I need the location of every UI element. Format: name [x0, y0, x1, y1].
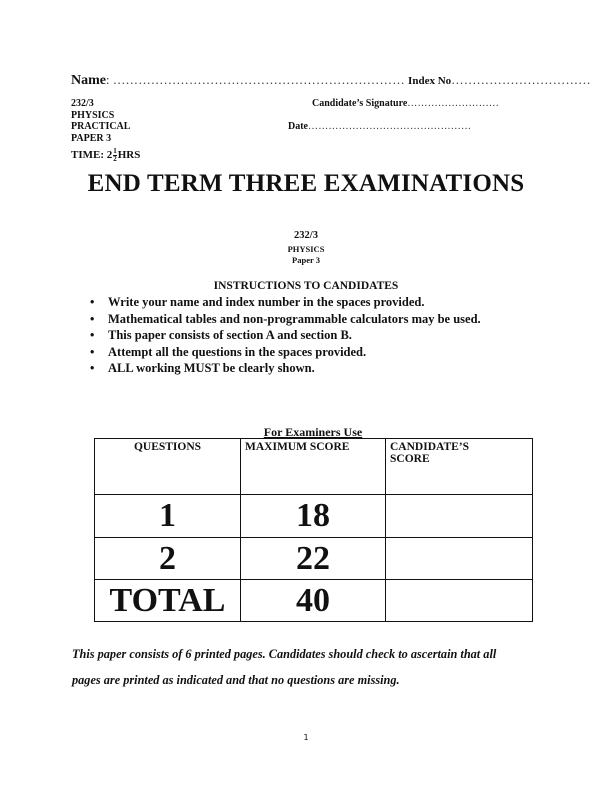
table-row	[95, 538, 533, 580]
signature-label: Candidate’s Signature	[312, 98, 408, 109]
instruction-item: • Write your name and index number in the spaces provided.	[90, 295, 425, 309]
max-score-cell: 22	[241, 538, 386, 580]
subheading-subject: PHYSICS	[287, 244, 325, 254]
printed-pages-note: This paper consists of 6 printed pages. Candidates should check to ascertain that all pages are printed as indicated and that no questions are missing.	[72, 647, 497, 687]
instructions-list	[90, 294, 481, 377]
signature-field[interactable]: ………………………	[407, 98, 500, 109]
examiners-score-table	[94, 438, 533, 622]
name-label: Name	[71, 73, 106, 88]
subheading-paper: Paper 3	[292, 255, 320, 265]
bullet-icon: •	[90, 295, 95, 309]
header-candidate-score: CANDIDATE’S SCORE	[386, 439, 533, 495]
paper-code: 232/3	[71, 98, 94, 109]
name-index-line: Name: …………………………………………………………… Index No……………………………	[71, 73, 591, 88]
question-cell: TOTAL	[95, 580, 241, 622]
subheading-code: 232/3	[294, 230, 318, 241]
candidate-score-cell[interactable]	[386, 495, 533, 538]
max-score-cell: 40	[241, 580, 386, 622]
question-cell: 1	[95, 495, 241, 538]
date-field[interactable]: …………………………………………	[308, 121, 472, 132]
table-header-row	[95, 439, 533, 495]
instruction-item: • Mathematical tables and non-programmable calculators may be used.	[90, 311, 481, 326]
table-row	[95, 495, 533, 538]
max-score-cell: 18	[241, 495, 386, 538]
paper-practical: PRACTICAL	[71, 121, 131, 132]
examiners-caption: For Examiners Use	[263, 425, 363, 439]
bullet-icon: •	[90, 328, 95, 342]
paper-subject: PHYSICS	[71, 109, 115, 121]
index-label: Index No	[408, 75, 452, 87]
paper-meta	[71, 98, 130, 144]
question-cell: 2	[95, 538, 241, 580]
instruction-item: • This paper consists of section A and section B.	[90, 328, 352, 342]
name-field[interactable]: ……………………………………………………………	[112, 73, 405, 87]
bullet-icon: •	[90, 311, 95, 326]
instructions-title: INSTRUCTIONS TO CANDIDATES	[213, 280, 399, 292]
instruction-item: • ALL working MUST be clearly shown.	[90, 361, 315, 375]
bullet-icon: •	[90, 344, 95, 359]
candidate-score-cell[interactable]	[386, 580, 533, 622]
date-line	[288, 121, 471, 133]
candidate-score-cell[interactable]	[386, 538, 533, 580]
time-allowed: TIME: 2 $\frac{1}{2}$ HRS	[71, 147, 141, 163]
exam-title: END TERM THREE EXAMINATIONS	[87, 170, 525, 197]
header-max-score: MAXIMUM SCORE	[241, 439, 386, 495]
bullet-icon: •	[90, 361, 95, 375]
table-row	[95, 580, 533, 622]
page-number: 1	[303, 733, 309, 742]
index-field[interactable]: ……………………………	[451, 73, 591, 87]
paper-number: PAPER 3	[71, 132, 112, 144]
instruction-item: • Attempt all the questions in the spaces provided.	[90, 344, 367, 359]
fraction-half: $\frac{1}{2}$	[113, 147, 117, 163]
header-questions: QUESTIONS	[95, 439, 241, 495]
date-label: Date	[288, 121, 308, 132]
signature-line	[312, 98, 499, 110]
